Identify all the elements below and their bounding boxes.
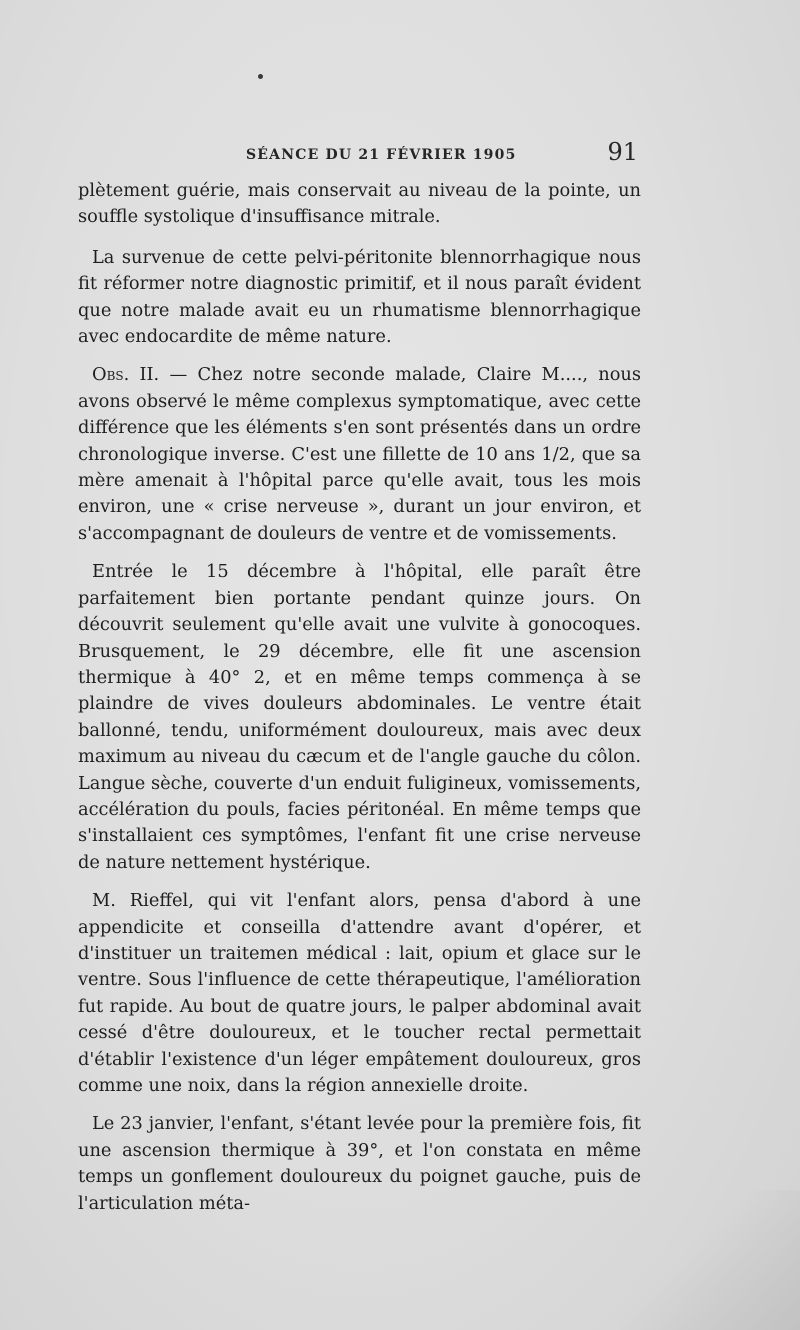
running-title: SÉANCE DU 21 FÉVRIER 1905	[246, 147, 517, 163]
paragraph-text: Le 23 janvier, l'enfant, s'étant levée pour la première fois, fit une ascension thermique à 39°, et l'on constata en même temps un gonflement douloureux du poignet gauche, puis de l'articulation méta-	[78, 1113, 641, 1214]
paragraph	[78, 362, 641, 547]
body-text	[78, 178, 641, 1229]
page-header	[86, 138, 638, 172]
paragraph-text: plètement guérie, mais conservait au niveau de la pointe, un souffle systolique d'insuffisance mitrale.	[78, 180, 641, 228]
paragraph	[78, 245, 641, 351]
page-corner-shadow	[620, 1190, 800, 1330]
paragraph	[78, 178, 641, 231]
ink-speck	[258, 74, 263, 79]
page-number: 91	[607, 138, 638, 166]
paragraph	[78, 888, 641, 1099]
paragraph-text: La survenue de cette pelvi-péritonite blennorrhagique nous fit réformer notre diagnostic primitif, et il nous paraît évident que notre malade avait eu un rhumatisme blennorrhagique avec endocardite de même nature.	[78, 246, 641, 348]
paragraph	[78, 559, 641, 876]
paragraph-text: — Chez notre seconde malade, Claire M...., nous avons observé le même complexus symptomatique, avec cette différence que les éléments s'en sont présentés dans un ordre chronologique inverse. C'est une fillette de 10 ans 1/2, que sa mère amenait à l'hôpital parce qu'elle avait, tous les mois environ, une « crise nerveuse », durant un jour environ, et s'accompagnant de douleurs de ventre et de vomissements.	[78, 364, 641, 544]
observation-label: Obs. II.	[92, 364, 160, 386]
paragraph-text: M. Rieffel, qui vit l'enfant alors, pensa d'abord à une appendicite et conseilla d'attendre avant d'opérer, et d'instituer un traitemen médical : lait, opium et glace sur le ventre. Sous l'influence de cette thérapeutique, l'amélioration fut rapide. Au bout de quatre jours, le palper abdominal avait cessé d'être douloureux, et le toucher rectal permettait d'établir l'existence d'un léger empâtement douloureux, gros comme une noix, dans la région annexielle droite.	[78, 890, 641, 1096]
paragraph-text: Entrée le 15 décembre à l'hôpital, elle paraît être parfaitement bien portante pendant quinze jours. On découvrit seulement qu'elle avait une vulvite à gonocoques. Brusquement, le 29 décembre, elle fit une ascension thermique à 40° 2, et en même temps commença à se plaindre de vives douleurs abdominales. Le ventre était ballonné, tendu, uniformément douloureux, mais avec deux maximum au niveau du cæcum et de l'angle gauche du côlon. Langue sèche, couverte d'un enduit fuligineux, vomissements, accélération du pouls, facies péritonéal. En même temps que s'installaient ces symptômes, l'enfant fit une crise nerveuse de nature nettement hystérique.	[78, 561, 641, 873]
paragraph	[78, 1111, 641, 1217]
